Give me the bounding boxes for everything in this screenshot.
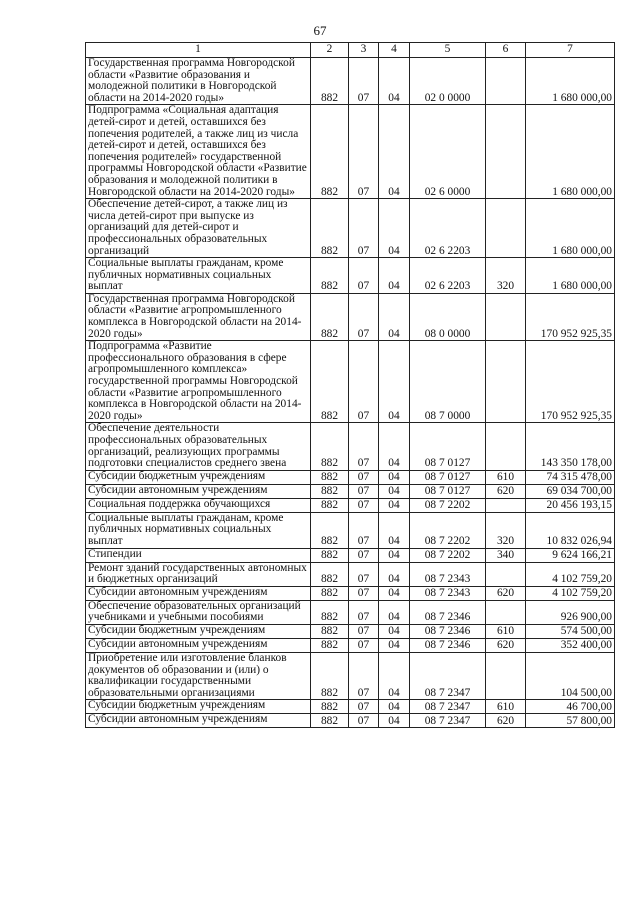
row-name-cell: Социальные выплаты гражданам, кроме публичных нормативных социальных выплат	[86, 512, 311, 548]
expense-type-cell: 620	[486, 714, 526, 728]
row-name-cell: Приобретение или изготовление бланков документов об образовании и (или) о квалификации государственными образовательными организациями	[86, 652, 311, 699]
table-row	[86, 624, 615, 638]
section-code-cell: 07	[349, 484, 379, 498]
table-row	[86, 600, 615, 624]
column-header: 5	[410, 43, 486, 58]
target-item-cell: 08 7 2343	[410, 586, 486, 600]
row-name-cell: Обеспечение детей-сирот, а также лиц из числа детей-сирот при выпуске из организаций для детей-сирот и профессиональных образовательных организаций	[86, 199, 311, 258]
table-row	[86, 638, 615, 652]
column-header: 7	[526, 43, 615, 58]
amount-cell: 9 624 166,21	[526, 548, 615, 562]
row-name-cell: Субсидии автономным учреждениям	[86, 638, 311, 652]
expense-type-cell	[486, 423, 526, 470]
table-row	[86, 58, 615, 105]
target-item-cell: 08 7 2347	[410, 714, 486, 728]
target-item-cell: 08 7 2346	[410, 638, 486, 652]
table-row	[86, 423, 615, 470]
expense-type-cell	[486, 600, 526, 624]
target-item-cell: 02 6 2203	[410, 258, 486, 294]
subsection-code-cell: 04	[379, 600, 410, 624]
amount-cell: 46 700,00	[526, 700, 615, 714]
expense-type-cell	[486, 652, 526, 699]
amount-cell: 10 832 026,94	[526, 512, 615, 548]
table-row	[86, 714, 615, 728]
target-item-cell: 02 0 0000	[410, 58, 486, 105]
expense-type-cell	[486, 498, 526, 512]
subsection-code-cell: 04	[379, 638, 410, 652]
target-item-cell: 02 6 2203	[410, 199, 486, 258]
amount-cell: 1 680 000,00	[526, 199, 615, 258]
subsection-code-cell: 04	[379, 700, 410, 714]
expense-type-cell: 320	[486, 258, 526, 294]
row-name-cell: Государственная программа Новгородской области «Развитие агропромышленного комплекса в Новгородской области на 2014-2020 годы»	[86, 293, 311, 340]
row-name-cell: Субсидии автономным учреждениям	[86, 484, 311, 498]
amount-cell: 574 500,00	[526, 624, 615, 638]
table-row	[86, 199, 615, 258]
amount-cell: 4 102 759,20	[526, 586, 615, 600]
section-code-cell: 07	[349, 700, 379, 714]
column-header: 2	[311, 43, 349, 58]
expense-type-cell: 610	[486, 470, 526, 484]
row-name-cell: Социальные выплаты гражданам, кроме публичных нормативных социальных выплат	[86, 258, 311, 294]
target-item-cell: 08 7 0000	[410, 341, 486, 423]
row-name-cell: Обеспечение образовательных организаций учебниками и учебными пособиями	[86, 600, 311, 624]
subsection-code-cell: 04	[379, 624, 410, 638]
table-row	[86, 341, 615, 423]
expense-type-cell: 620	[486, 638, 526, 652]
row-name-cell: Субсидии автономным учреждениям	[86, 714, 311, 728]
dept-code-cell: 882	[311, 700, 349, 714]
section-code-cell: 07	[349, 548, 379, 562]
amount-cell: 926 900,00	[526, 600, 615, 624]
row-name-cell: Государственная программа Новгородской области «Развитие образования и молодежной политики в Новгородской области на 2014-2020 годы»	[86, 58, 311, 105]
target-item-cell: 08 7 2202	[410, 512, 486, 548]
section-code-cell: 07	[349, 341, 379, 423]
target-item-cell: 08 7 0127	[410, 484, 486, 498]
amount-cell: 143 350 178,00	[526, 423, 615, 470]
table-row	[86, 548, 615, 562]
dept-code-cell: 882	[311, 562, 349, 586]
row-name-cell: Субсидии бюджетным учреждениям	[86, 700, 311, 714]
amount-cell: 170 952 925,35	[526, 293, 615, 340]
target-item-cell: 08 7 2202	[410, 498, 486, 512]
table-header-row	[86, 43, 615, 58]
dept-code-cell: 882	[311, 258, 349, 294]
table-row	[86, 293, 615, 340]
expense-type-cell	[486, 341, 526, 423]
amount-cell: 104 500,00	[526, 652, 615, 699]
table-row	[86, 105, 615, 199]
subsection-code-cell: 04	[379, 714, 410, 728]
row-name-cell: Субсидии бюджетным учреждениям	[86, 624, 311, 638]
dept-code-cell: 882	[311, 498, 349, 512]
dept-code-cell: 882	[311, 652, 349, 699]
budget-table	[85, 42, 615, 728]
dept-code-cell: 882	[311, 199, 349, 258]
amount-cell: 1 680 000,00	[526, 258, 615, 294]
dept-code-cell: 882	[311, 638, 349, 652]
table-row	[86, 498, 615, 512]
target-item-cell: 08 7 2202	[410, 548, 486, 562]
dept-code-cell: 882	[311, 484, 349, 498]
dept-code-cell: 882	[311, 105, 349, 199]
amount-cell: 170 952 925,35	[526, 341, 615, 423]
subsection-code-cell: 04	[379, 423, 410, 470]
table-row	[86, 586, 615, 600]
section-code-cell: 07	[349, 586, 379, 600]
expense-type-cell: 340	[486, 548, 526, 562]
dept-code-cell: 882	[311, 624, 349, 638]
target-item-cell: 08 7 2347	[410, 700, 486, 714]
section-code-cell: 07	[349, 512, 379, 548]
dept-code-cell: 882	[311, 341, 349, 423]
column-header: 3	[349, 43, 379, 58]
section-code-cell: 07	[349, 562, 379, 586]
dept-code-cell: 882	[311, 293, 349, 340]
target-item-cell: 02 6 0000	[410, 105, 486, 199]
subsection-code-cell: 04	[379, 470, 410, 484]
section-code-cell: 07	[349, 638, 379, 652]
page-number: 67	[313, 23, 327, 38]
expense-type-cell	[486, 105, 526, 199]
section-code-cell: 07	[349, 600, 379, 624]
row-name-cell: Субсидии бюджетным учреждениям	[86, 470, 311, 484]
subsection-code-cell: 04	[379, 498, 410, 512]
expense-type-cell	[486, 562, 526, 586]
subsection-code-cell: 04	[379, 512, 410, 548]
amount-cell: 74 315 478,00	[526, 470, 615, 484]
table-row	[86, 562, 615, 586]
subsection-code-cell: 04	[379, 586, 410, 600]
dept-code-cell: 882	[311, 423, 349, 470]
expense-type-cell: 620	[486, 586, 526, 600]
target-item-cell: 08 7 2347	[410, 652, 486, 699]
expense-type-cell: 610	[486, 700, 526, 714]
amount-cell: 57 800,00	[526, 714, 615, 728]
expense-type-cell: 610	[486, 624, 526, 638]
target-item-cell: 08 7 0127	[410, 423, 486, 470]
row-name-cell: Обеспечение деятельности профессиональных образовательных организаций, реализующих программы подготовки специалистов среднего звена	[86, 423, 311, 470]
subsection-code-cell: 04	[379, 58, 410, 105]
subsection-code-cell: 04	[379, 258, 410, 294]
subsection-code-cell: 04	[379, 484, 410, 498]
dept-code-cell: 882	[311, 58, 349, 105]
subsection-code-cell: 04	[379, 199, 410, 258]
section-code-cell: 07	[349, 293, 379, 340]
amount-cell: 69 034 700,00	[526, 484, 615, 498]
section-code-cell: 07	[349, 258, 379, 294]
dept-code-cell: 882	[311, 548, 349, 562]
dept-code-cell: 882	[311, 714, 349, 728]
row-name-cell: Ремонт зданий государственных автономных и бюджетных организаций	[86, 562, 311, 586]
subsection-code-cell: 04	[379, 105, 410, 199]
table-row	[86, 700, 615, 714]
amount-cell: 1 680 000,00	[526, 58, 615, 105]
section-code-cell: 07	[349, 105, 379, 199]
section-code-cell: 07	[349, 199, 379, 258]
row-name-cell: Подпрограмма «Развитие профессионального образования в сфере агропромышленного комплекса» государственной программы Новгородской области «Развитие агропромышленного комплекса в Новгородской области на 2014-2020 годы»	[86, 341, 311, 423]
dept-code-cell: 882	[311, 600, 349, 624]
section-code-cell: 07	[349, 714, 379, 728]
section-code-cell: 07	[349, 470, 379, 484]
table-row	[86, 652, 615, 699]
row-name-cell: Социальная поддержка обучающихся	[86, 498, 311, 512]
dept-code-cell: 882	[311, 512, 349, 548]
section-code-cell: 07	[349, 58, 379, 105]
row-name-cell: Субсидии автономным учреждениям	[86, 586, 311, 600]
expense-type-cell	[486, 293, 526, 340]
row-name-cell: Подпрограмма «Социальная адаптация детей-сирот и детей, оставшихся без попечения родителей, а также лиц из числа детей-сирот и детей, оставшихся без попечения родителей» государственной программы Новгородской области «Развитие образования и молодежной политики в Новгородской области на 2014-2020 годы»	[86, 105, 311, 199]
section-code-cell: 07	[349, 498, 379, 512]
table-row	[86, 258, 615, 294]
expense-type-cell	[486, 199, 526, 258]
section-code-cell: 07	[349, 423, 379, 470]
row-name-cell: Стипендии	[86, 548, 311, 562]
column-header: 4	[379, 43, 410, 58]
target-item-cell: 08 7 2343	[410, 562, 486, 586]
target-item-cell: 08 7 0127	[410, 470, 486, 484]
expense-type-cell	[486, 58, 526, 105]
section-code-cell: 07	[349, 624, 379, 638]
amount-cell: 4 102 759,20	[526, 562, 615, 586]
subsection-code-cell: 04	[379, 562, 410, 586]
amount-cell: 20 456 193,15	[526, 498, 615, 512]
column-header: 1	[86, 43, 311, 58]
expense-type-cell: 620	[486, 484, 526, 498]
subsection-code-cell: 04	[379, 652, 410, 699]
target-item-cell: 08 7 2346	[410, 624, 486, 638]
table-row	[86, 484, 615, 498]
amount-cell: 352 400,00	[526, 638, 615, 652]
target-item-cell: 08 7 2346	[410, 600, 486, 624]
subsection-code-cell: 04	[379, 341, 410, 423]
subsection-code-cell: 04	[379, 548, 410, 562]
amount-cell: 1 680 000,00	[526, 105, 615, 199]
section-code-cell: 07	[349, 652, 379, 699]
column-header: 6	[486, 43, 526, 58]
dept-code-cell: 882	[311, 470, 349, 484]
table-row	[86, 470, 615, 484]
subsection-code-cell: 04	[379, 293, 410, 340]
dept-code-cell: 882	[311, 586, 349, 600]
target-item-cell: 08 0 0000	[410, 293, 486, 340]
expense-type-cell: 320	[486, 512, 526, 548]
table-row	[86, 512, 615, 548]
